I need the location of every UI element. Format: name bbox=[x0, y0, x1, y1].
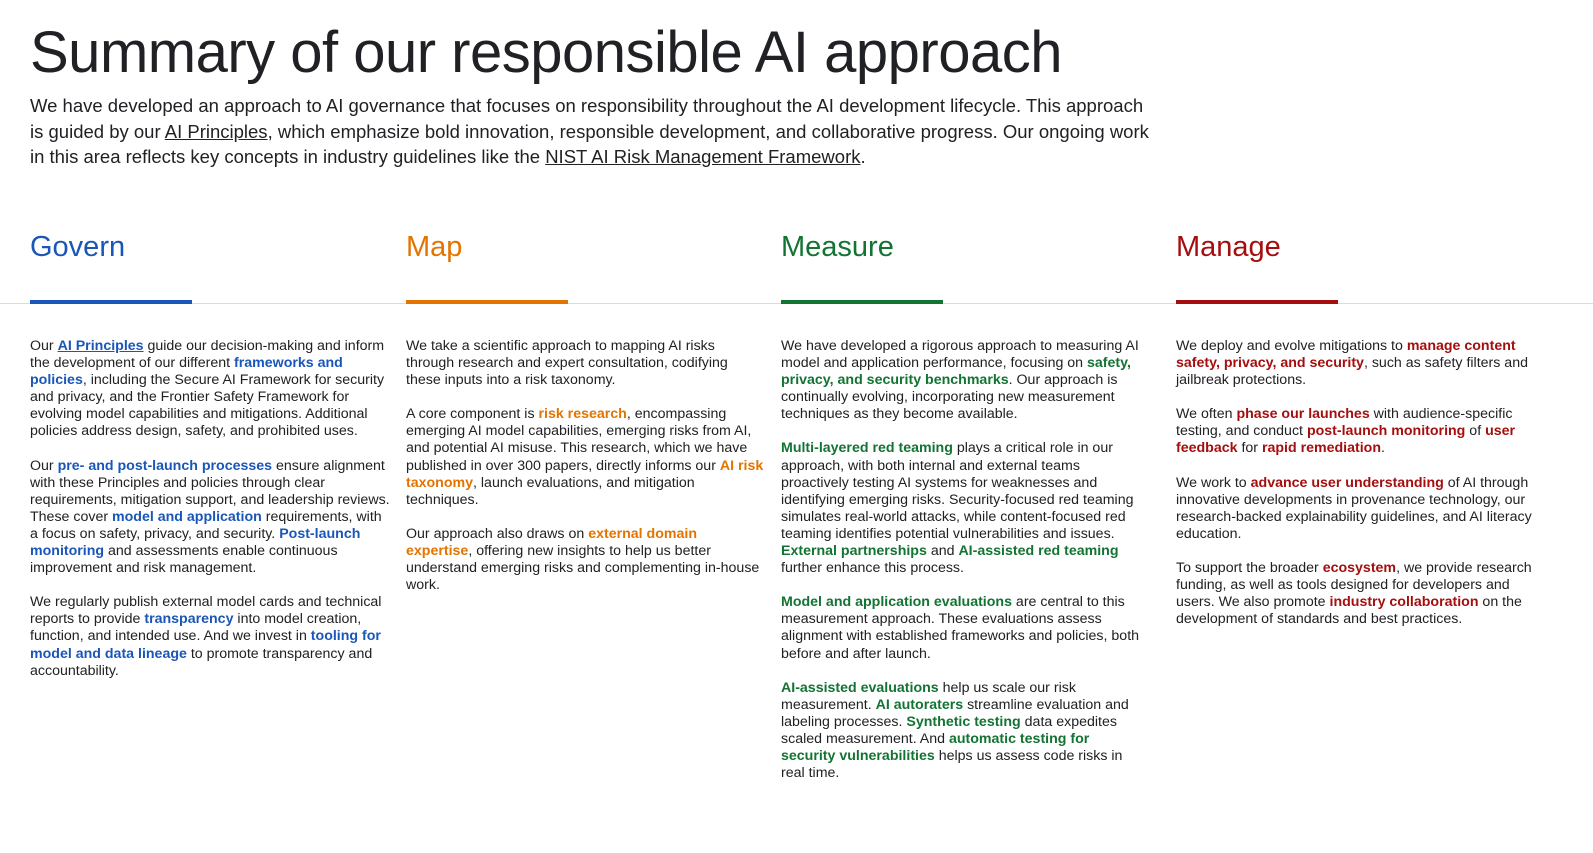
text: . Our approach is continually evolving, incorporating new measurement techniques as they become available. bbox=[781, 372, 1118, 423]
govern-body bbox=[30, 338, 390, 697]
govern-paragraph bbox=[30, 594, 390, 679]
highlight: manage content safety, privacy, and security bbox=[1176, 338, 1516, 372]
text: We deploy and evolve mitigations to bbox=[1176, 338, 1407, 354]
highlight: user feedback bbox=[1176, 423, 1516, 457]
measure-accent-bar bbox=[781, 300, 943, 304]
manage-accent-bar bbox=[1176, 300, 1338, 304]
text: , we provide research funding, as well as tools designed for developers and users. We also promote bbox=[1176, 559, 1532, 611]
highlight: model and application bbox=[112, 508, 262, 525]
map-heading: Map bbox=[406, 231, 463, 263]
govern-column bbox=[30, 228, 390, 679]
highlight: transparency bbox=[144, 611, 234, 628]
ai-principles-link[interactable]: AI Principles bbox=[57, 338, 144, 354]
text: , offering new insights to help us better understand emerging risks and complementing in-house work. bbox=[406, 542, 760, 594]
highlight: AI-assisted evaluations bbox=[781, 679, 939, 696]
text: , including the Secure AI Framework for security and privacy, and the Frontier Safety Framework for evolving model capabilities and mitigations. Additional policies address design, safety, and prohibited uses. bbox=[30, 372, 385, 440]
highlight: AI-assisted red teaming bbox=[958, 543, 1119, 560]
intro-text: We have developed an approach to AI governance that focuses on responsibility throughout the AI development lifecycle. This approach is guided by our bbox=[30, 95, 1144, 142]
text: , launch evaluations, and mitigation techniques. bbox=[406, 474, 695, 508]
highlight: Model and application evaluations bbox=[781, 594, 1012, 611]
map-paragraph bbox=[406, 526, 766, 594]
text: Our approach also draws on bbox=[406, 525, 589, 542]
text: We take a scientific approach to mapping AI risks through research and expert consultation, codifying these inputs into a risk taxonomy. bbox=[406, 338, 728, 389]
text: We have developed a rigorous approach to measuring AI model and application performance, focusing on bbox=[781, 338, 1139, 372]
manage-paragraph bbox=[1176, 338, 1536, 389]
measure-heading: Measure bbox=[781, 231, 894, 263]
highlight: advance user understanding bbox=[1250, 474, 1444, 491]
highlight: frameworks and policies bbox=[30, 355, 343, 389]
text: of bbox=[1465, 423, 1486, 440]
highlight: AI risk taxonomy bbox=[406, 457, 764, 491]
manage-paragraph bbox=[1176, 475, 1536, 543]
map-body bbox=[406, 338, 766, 611]
intro-text: , which emphasize bold innovation, responsible development, and collaborative progress. Our ongoing work in this area reflects key concepts in industry guidelines like the bbox=[30, 120, 1149, 167]
highlight: post-launch monitoring bbox=[1306, 423, 1466, 440]
highlight: risk research bbox=[538, 406, 627, 423]
text: data expedites scaled measurement. And bbox=[781, 713, 1117, 747]
map-paragraph bbox=[406, 406, 766, 509]
text: help us scale our risk measurement. bbox=[781, 679, 1076, 713]
text: plays a critical role in our approach, with both internal and external teams proactively testing AI systems for weaknesses and identifying emerging risks. Security-focused red teaming simulates real-world attacks, while content-focused red teaming identifies potential vulnerabilities and issues. bbox=[781, 440, 1134, 542]
text: We regularly publish external model cards and technical reports to provide bbox=[30, 594, 382, 628]
text: into model creation, function, and intended use. And we invest in bbox=[30, 611, 362, 645]
text: A core component is bbox=[406, 406, 539, 423]
text: To support the broader bbox=[1176, 559, 1323, 576]
text: on the development of standards and best practices. bbox=[1176, 594, 1522, 628]
highlight: Post-launch monitoring bbox=[30, 525, 361, 560]
highlight: external domain expertise bbox=[406, 525, 697, 559]
text: of AI through innovative developments in provenance technology, our research-backed explainability guidelines, and AI literacy education. bbox=[1176, 474, 1532, 542]
text: , encompassing emerging AI model capabilities, emerging risks from AI, and potential AI misuse. This research, which we have published in over 300 papers, directly informs our bbox=[406, 406, 752, 474]
highlight: ecosystem bbox=[1322, 559, 1397, 576]
page-title: Summary of our responsible AI approach bbox=[30, 20, 1062, 85]
measure-body bbox=[781, 338, 1141, 799]
manage-column bbox=[1176, 228, 1532, 628]
highlight: industry collaboration bbox=[1329, 594, 1479, 611]
highlight: safety, privacy, and security benchmarks bbox=[781, 355, 1131, 389]
measure-column bbox=[781, 228, 1140, 782]
text: to promote transparency and accountability. bbox=[30, 645, 373, 679]
highlight: External partnerships bbox=[781, 543, 927, 560]
text: , such as safety filters and jailbreak protections. bbox=[1176, 355, 1528, 389]
intro-text: . bbox=[860, 146, 866, 167]
highlight: tooling for model and data lineage bbox=[30, 628, 381, 662]
text: . bbox=[1381, 440, 1385, 457]
text: and bbox=[926, 543, 959, 560]
govern-paragraph bbox=[30, 338, 390, 441]
highlight: pre- and post-launch processes bbox=[57, 457, 273, 474]
text: Our bbox=[30, 338, 58, 354]
text: with audience-specific testing, and conduct bbox=[1176, 406, 1513, 440]
manage-body bbox=[1176, 338, 1536, 645]
map-accent-bar bbox=[406, 300, 568, 304]
intro-paragraph bbox=[30, 93, 1150, 170]
text: further enhance this process. bbox=[781, 560, 964, 577]
measure-paragraph bbox=[781, 680, 1141, 783]
text: We often bbox=[1176, 406, 1237, 423]
text: guide our decision-making and inform the development of our different bbox=[30, 338, 385, 372]
highlight: Synthetic testing bbox=[906, 713, 1021, 730]
map-column bbox=[406, 228, 764, 594]
text: requirements, with a focus on safety, privacy, and security. bbox=[30, 508, 382, 542]
text: helps us assess code risks in real time. bbox=[781, 747, 1123, 782]
manage-heading: Manage bbox=[1176, 231, 1281, 263]
text: Our bbox=[30, 457, 58, 474]
text: are central to this measurement approach. These evaluations assess alignment with established frameworks and policies, both before and after launch. bbox=[781, 594, 1140, 662]
govern-accent-bar bbox=[30, 300, 192, 304]
measure-paragraph bbox=[781, 338, 1141, 423]
text: streamline evaluation and labeling processes. bbox=[781, 696, 1129, 730]
highlight: rapid remediation bbox=[1261, 440, 1382, 457]
measure-paragraph bbox=[781, 440, 1141, 577]
govern-paragraph bbox=[30, 458, 390, 578]
manage-paragraph bbox=[1176, 560, 1536, 628]
nist-framework-link[interactable]: NIST AI Risk Management Framework bbox=[545, 146, 861, 167]
ai-principles-link[interactable]: AI Principles bbox=[164, 120, 268, 142]
text: and assessments enable continuous improvement and risk management. bbox=[30, 543, 338, 577]
text: ensure alignment with these Principles and policies through clear requirements, mitigation support, and leadership reviews. These cover bbox=[30, 457, 390, 525]
highlight: phase our launches bbox=[1236, 406, 1370, 423]
highlight: AI autoraters bbox=[875, 696, 964, 713]
highlight: automatic testing for security vulnerabilities bbox=[781, 730, 1090, 764]
measure-paragraph bbox=[781, 594, 1141, 662]
manage-paragraph bbox=[1176, 406, 1536, 457]
map-paragraph bbox=[406, 338, 766, 389]
text: for bbox=[1237, 440, 1262, 457]
highlight: Multi-layered red teaming bbox=[781, 440, 953, 457]
text: We work to bbox=[1176, 474, 1251, 491]
govern-heading: Govern bbox=[30, 231, 126, 263]
